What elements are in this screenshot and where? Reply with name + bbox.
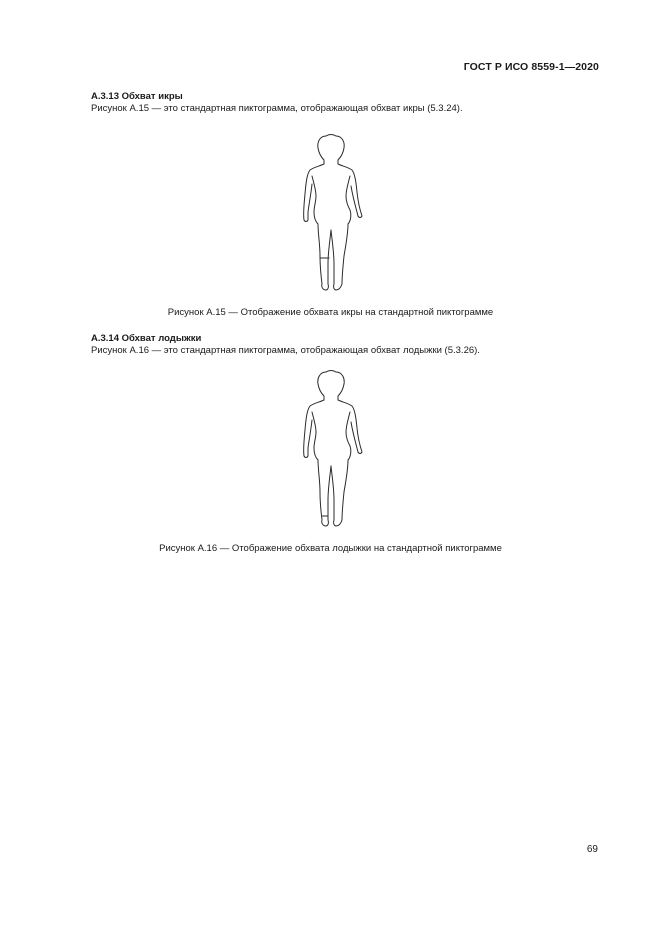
figure-a15 bbox=[0, 134, 661, 292]
figure-caption: Рисунок А.16 — Отображение обхвата лодыжки на стандартной пиктограмме bbox=[159, 543, 502, 554]
section-text: Рисунок А.15 — это стандартная пиктограмма, отображающая обхват икры (5.3.24). bbox=[91, 103, 463, 114]
section-ankle-girth bbox=[91, 333, 611, 357]
human-silhouette-calf-girth-icon bbox=[296, 134, 366, 292]
document-standard-code: ГОСТ Р ИСО 8559-1—2020 bbox=[463, 61, 599, 73]
figure-caption: Рисунок А.15 — Отображение обхвата икры на стандартной пиктограмме bbox=[167, 307, 494, 318]
section-calf-girth bbox=[91, 91, 611, 115]
figure-a16 bbox=[0, 370, 661, 528]
section-title: А.3.13 Обхват икры bbox=[91, 91, 183, 102]
page-number: 69 bbox=[586, 844, 598, 855]
section-text: Рисунок А.16 — это стандартная пиктограмма, отображающая обхват лодыжки (5.3.26). bbox=[91, 345, 480, 356]
section-title: А.3.14 Обхват лодыжки bbox=[91, 333, 202, 344]
human-silhouette-ankle-girth-icon bbox=[296, 370, 366, 528]
